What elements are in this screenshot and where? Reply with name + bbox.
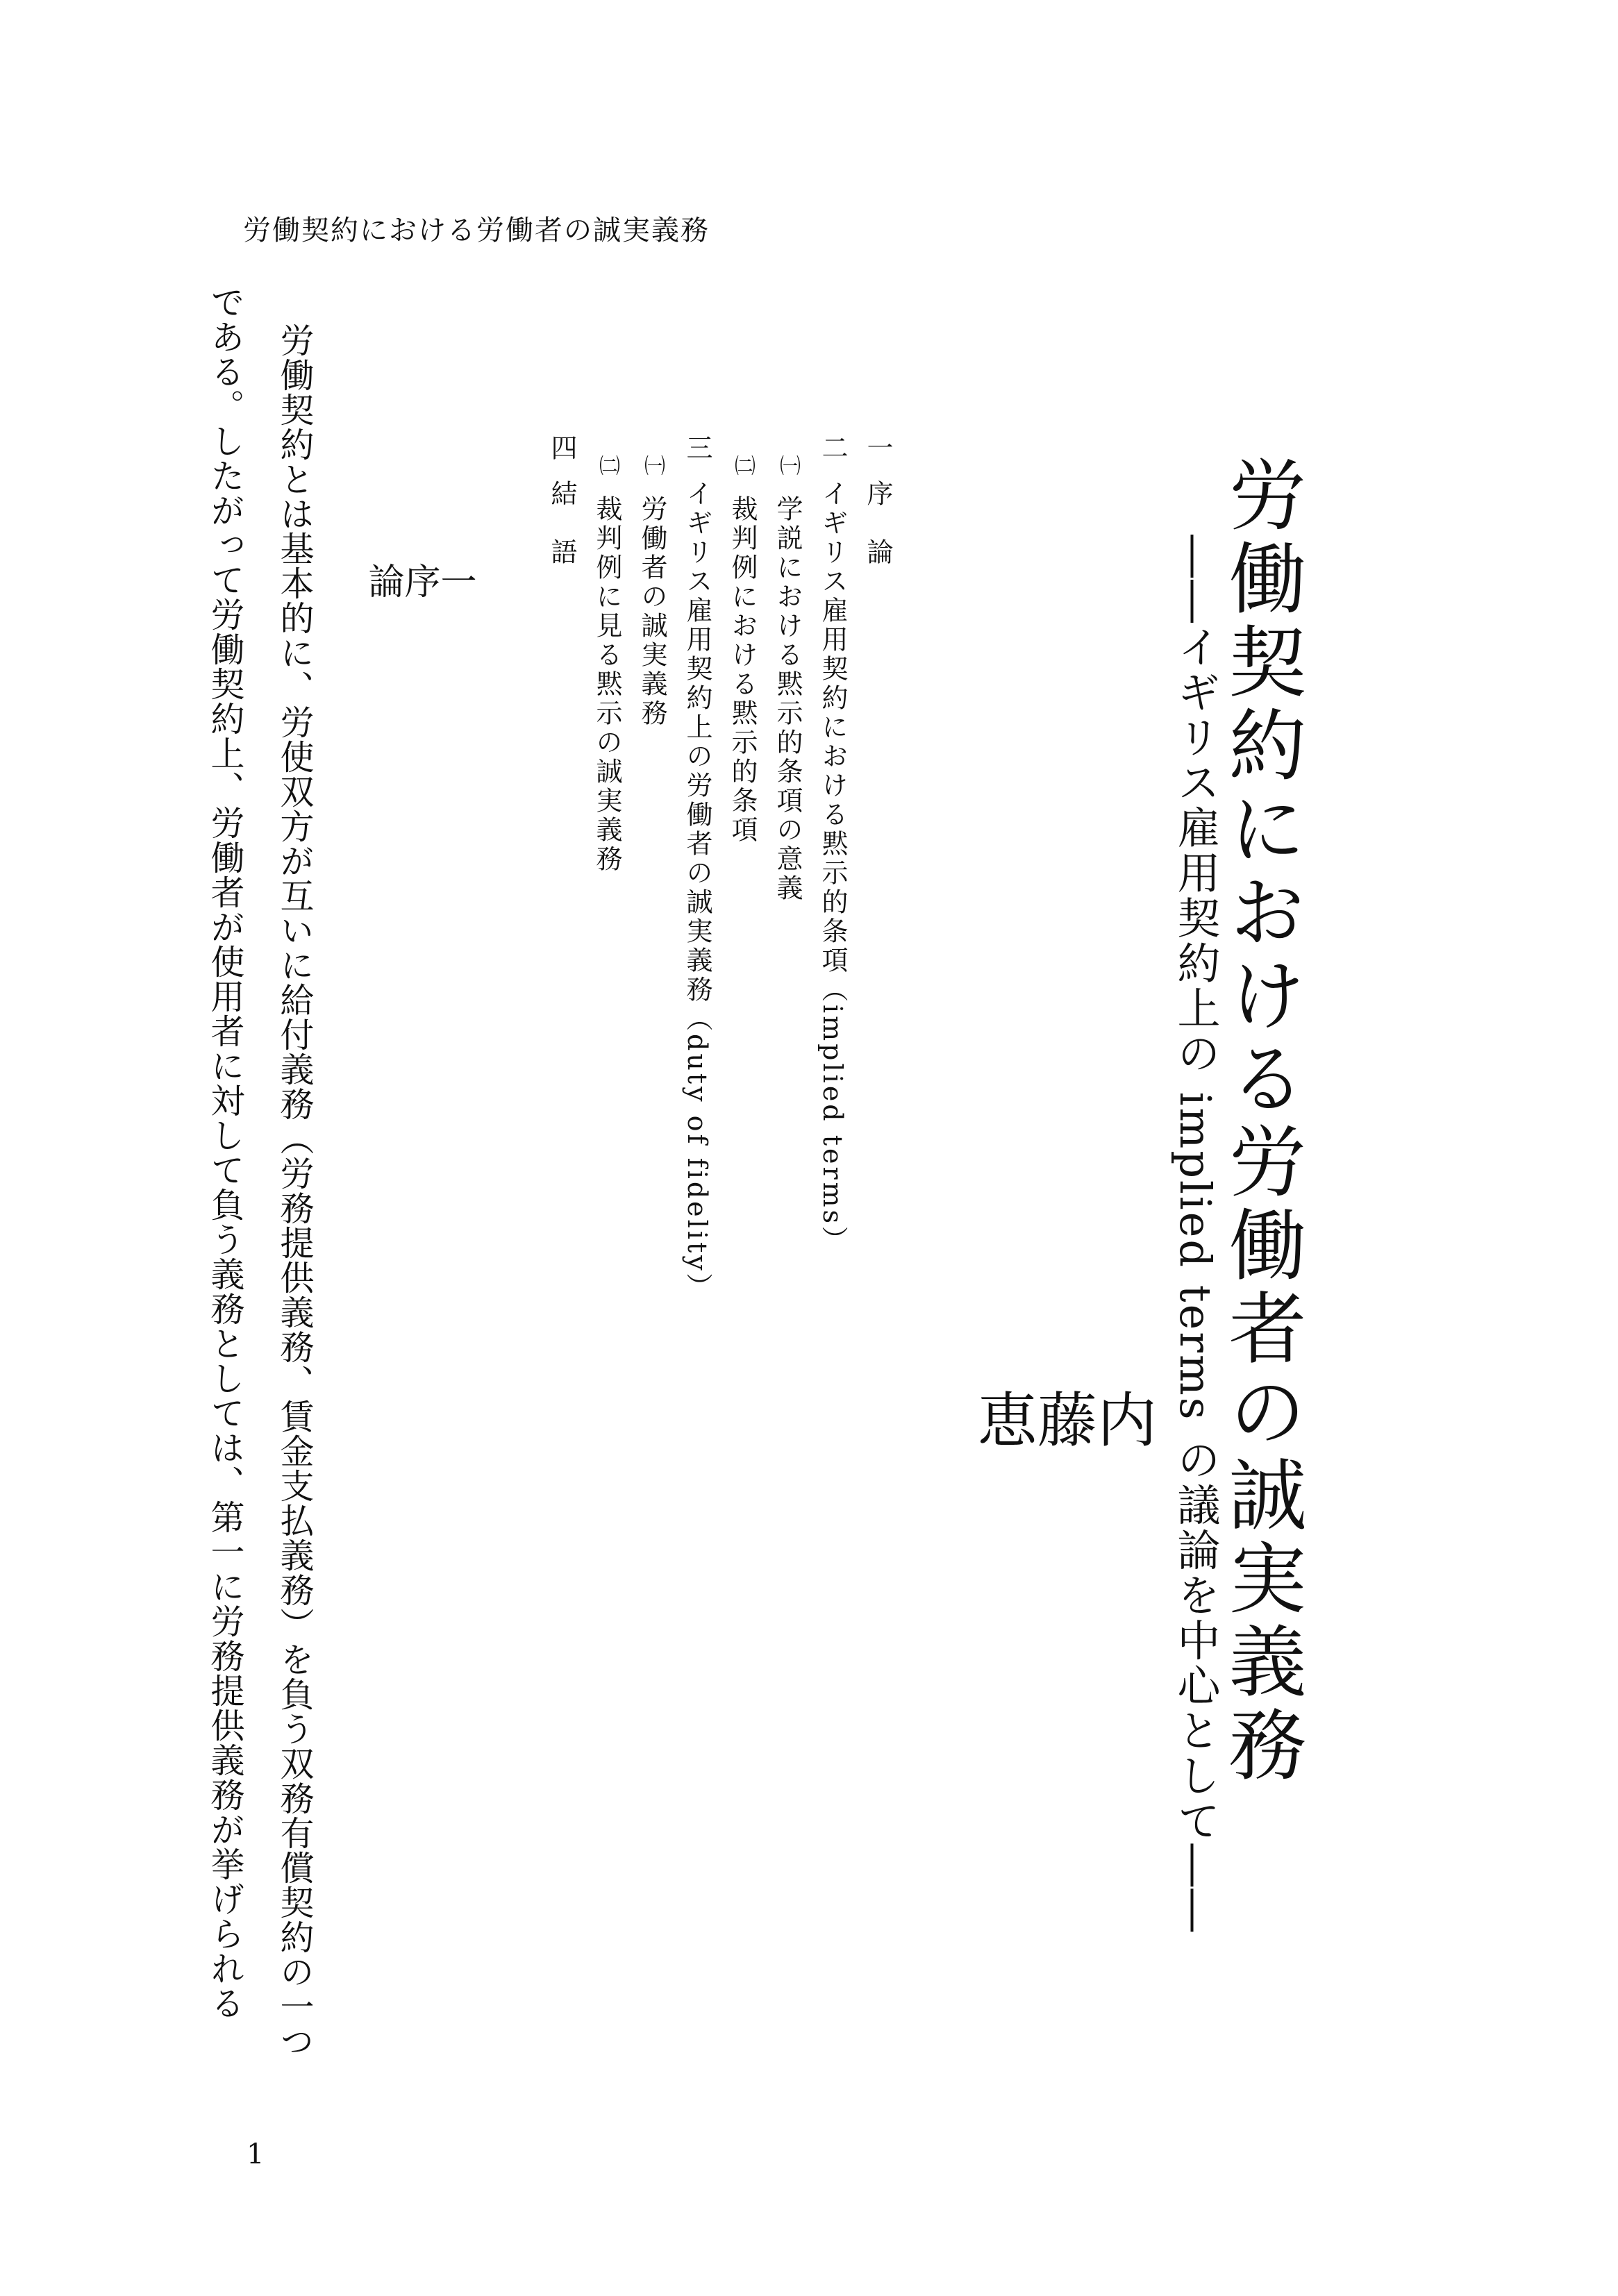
toc-text: 学説における黙示的条項の意義 [772,495,803,903]
toc-text: イギリス雇用契約における黙示的条項（implied terms） [817,480,848,1256]
section-number: 一 [434,562,476,598]
section-heading [362,562,476,630]
toc-number: ㈠ [640,455,665,478]
toc-number: 三 [682,434,712,463]
toc-item-4 [729,455,756,845]
article-title: 労働契約における労働者の誠実義務 [1216,455,1306,1788]
toc-number: ㈡ [731,455,755,478]
section-title-char-1: 序 [398,562,440,598]
toc-text: 裁判例における黙示的条項 [727,495,758,845]
section-title-char-2: 論 [362,562,403,598]
toc-text: 裁判例に見る黙示の誠実義務 [592,495,622,874]
article-subtitle: ――イギリス雇用契約上の implied terms の議論を中心として―― [1170,535,1221,1934]
toc-text: 結 語 [547,480,577,567]
toc-number: 四 [547,434,577,463]
toc-number: 二 [817,434,848,463]
toc-item-5 [684,434,710,1302]
toc-item-2 [819,434,846,1255]
toc-item-8 [549,434,575,567]
toc-number: ㈡ [595,455,619,478]
body-line-1: 労働契約とは基本的に、労使双方が互いに給付義務（労務提供義務、賃金支払義務）を負う双務有償契約の一つ [275,323,315,2059]
author-name-char-2: 藤 [1027,1389,1096,1448]
author-name-char-1: 内 [1087,1389,1156,1448]
author-name-char-3: 恵 [967,1389,1037,1448]
toc-item-3 [774,455,801,903]
page-number: 1 [247,2138,265,2170]
author-name [967,1389,1156,1698]
toc-text: 序 論 [862,480,893,567]
toc-number: 一 [862,434,893,463]
toc-item-7 [594,455,620,874]
toc-text: イギリス雇用契約上の労働者の誠実義務（duty of fidelity） [682,480,712,1302]
body-line-2: である。したがって労働契約上、労働者が使用者に対して負う義務としては、第一に労務提供義務が挙げられる [206,285,245,2020]
toc-text: 労働者の誠実義務 [637,495,667,728]
toc-number: ㈠ [776,455,800,478]
toc-item-1 [862,434,893,567]
running-head: 労働契約における労働者の誠実義務 [243,215,710,246]
toc-item-6 [639,455,665,728]
